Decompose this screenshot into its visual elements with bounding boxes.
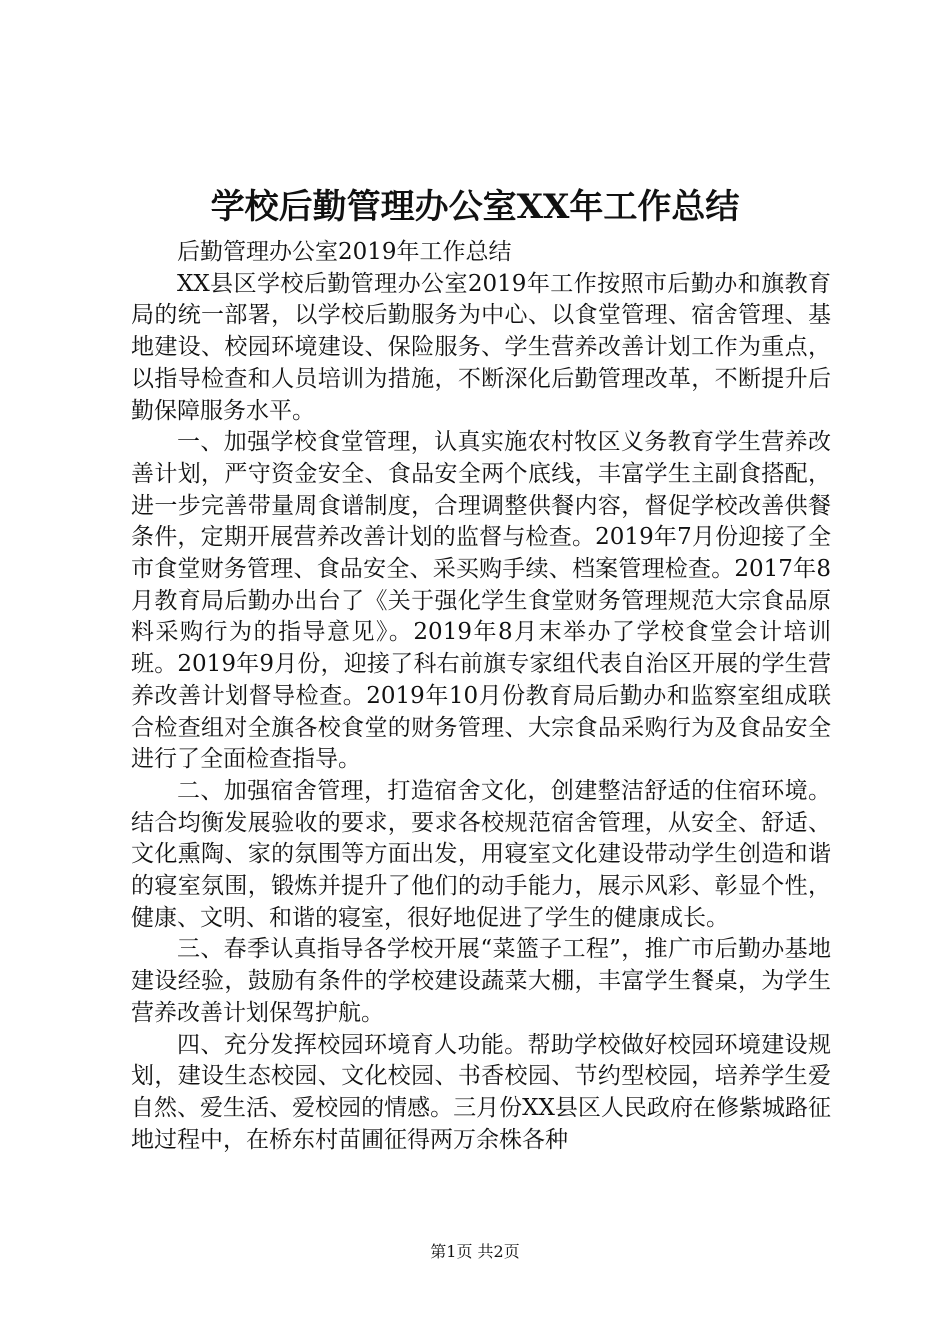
paragraph-subtitle: 后勤管理办公室2019年工作总结 (177, 239, 512, 265)
page-number-footer: 第1页 共2页 (430, 1242, 520, 1261)
paragraph-section-3: 三、春季认真指导各学校开展“菜篮子工程”，推广市后勤办基地建设经验，鼓励有条件的学校建设蔬菜大棚，丰富学生餐桌，为学生营养改善计划保驾护航。 (131, 936, 831, 1026)
document-title: 学校后勤管理办公室XX年工作总结 (210, 187, 740, 227)
paragraph-intro: XX县区学校后勤管理办公室2019年工作按照市后勤办和旗教育局的统一部署，以学校后勤服务为中心、以食堂管理、宿舍管理、基地建设、校园环境建设、保险服务、学生营养改善计划工作为重点，以指导检查和人员培训为措施，不断深化后勤管理改革，不断提升后勤保障服务水平。 (131, 270, 831, 424)
paragraph-section-1: 一、加强学校食堂管理，认真实施农村牧区义务教育学生营养改善计划，严守资金安全、食品安全两个底线，丰富学生主副食搭配，进一步完善带量周食谱制度，合理调整供餐内容，督促学校改善供餐条件，定期开展营养改善计划的监督与检查。2019年7月份迎接了全市食堂财务管理、食品安全、采买购手续、档案管理检查。2017年8月教育局后勤办出台了《关于强化学生食堂财务管理规范大宗食品原料采购行为的指导意见》。2019年8月末举办了学校食堂会计培训班。2019年9月份，迎接了科右前旗专家组代表自治区开展的学生营养改善计划督导检查。2019年10月份教育局后勤办和监察室组成联合检查组对全旗各校食堂的财务管理、大宗食品采购行为及食品安全进行了全面检查指导。 (131, 429, 831, 773)
document-body (131, 237, 831, 1156)
paragraph-section-2: 二、加强宿舍管理，打造宿舍文化，创建整洁舒适的住宿环境。结合均衡发展验收的要求，要求各校规范宿舍管理，从安全、舒适、文化熏陶、家的氛围等方面出发，用寝室文化建设带动学生创造和谐的寝室氛围，锻炼并提升了他们的动手能力，展示风彩、彰显个性，健康、文明、和谐的寝室，很好地促进了学生的健康成长。 (131, 777, 831, 931)
paragraph-section-4: 四、充分发挥校园环境育人功能。帮助学校做好校园环境建设规划，建设生态校园、文化校园、书香校园、节约型校园，培养学生爱自然、爱生活、爱校园的情感。三月份XX县区人民政府在修紫城路征地过程中，在桥东村苗圃征得两万余株各种 (131, 1031, 831, 1153)
